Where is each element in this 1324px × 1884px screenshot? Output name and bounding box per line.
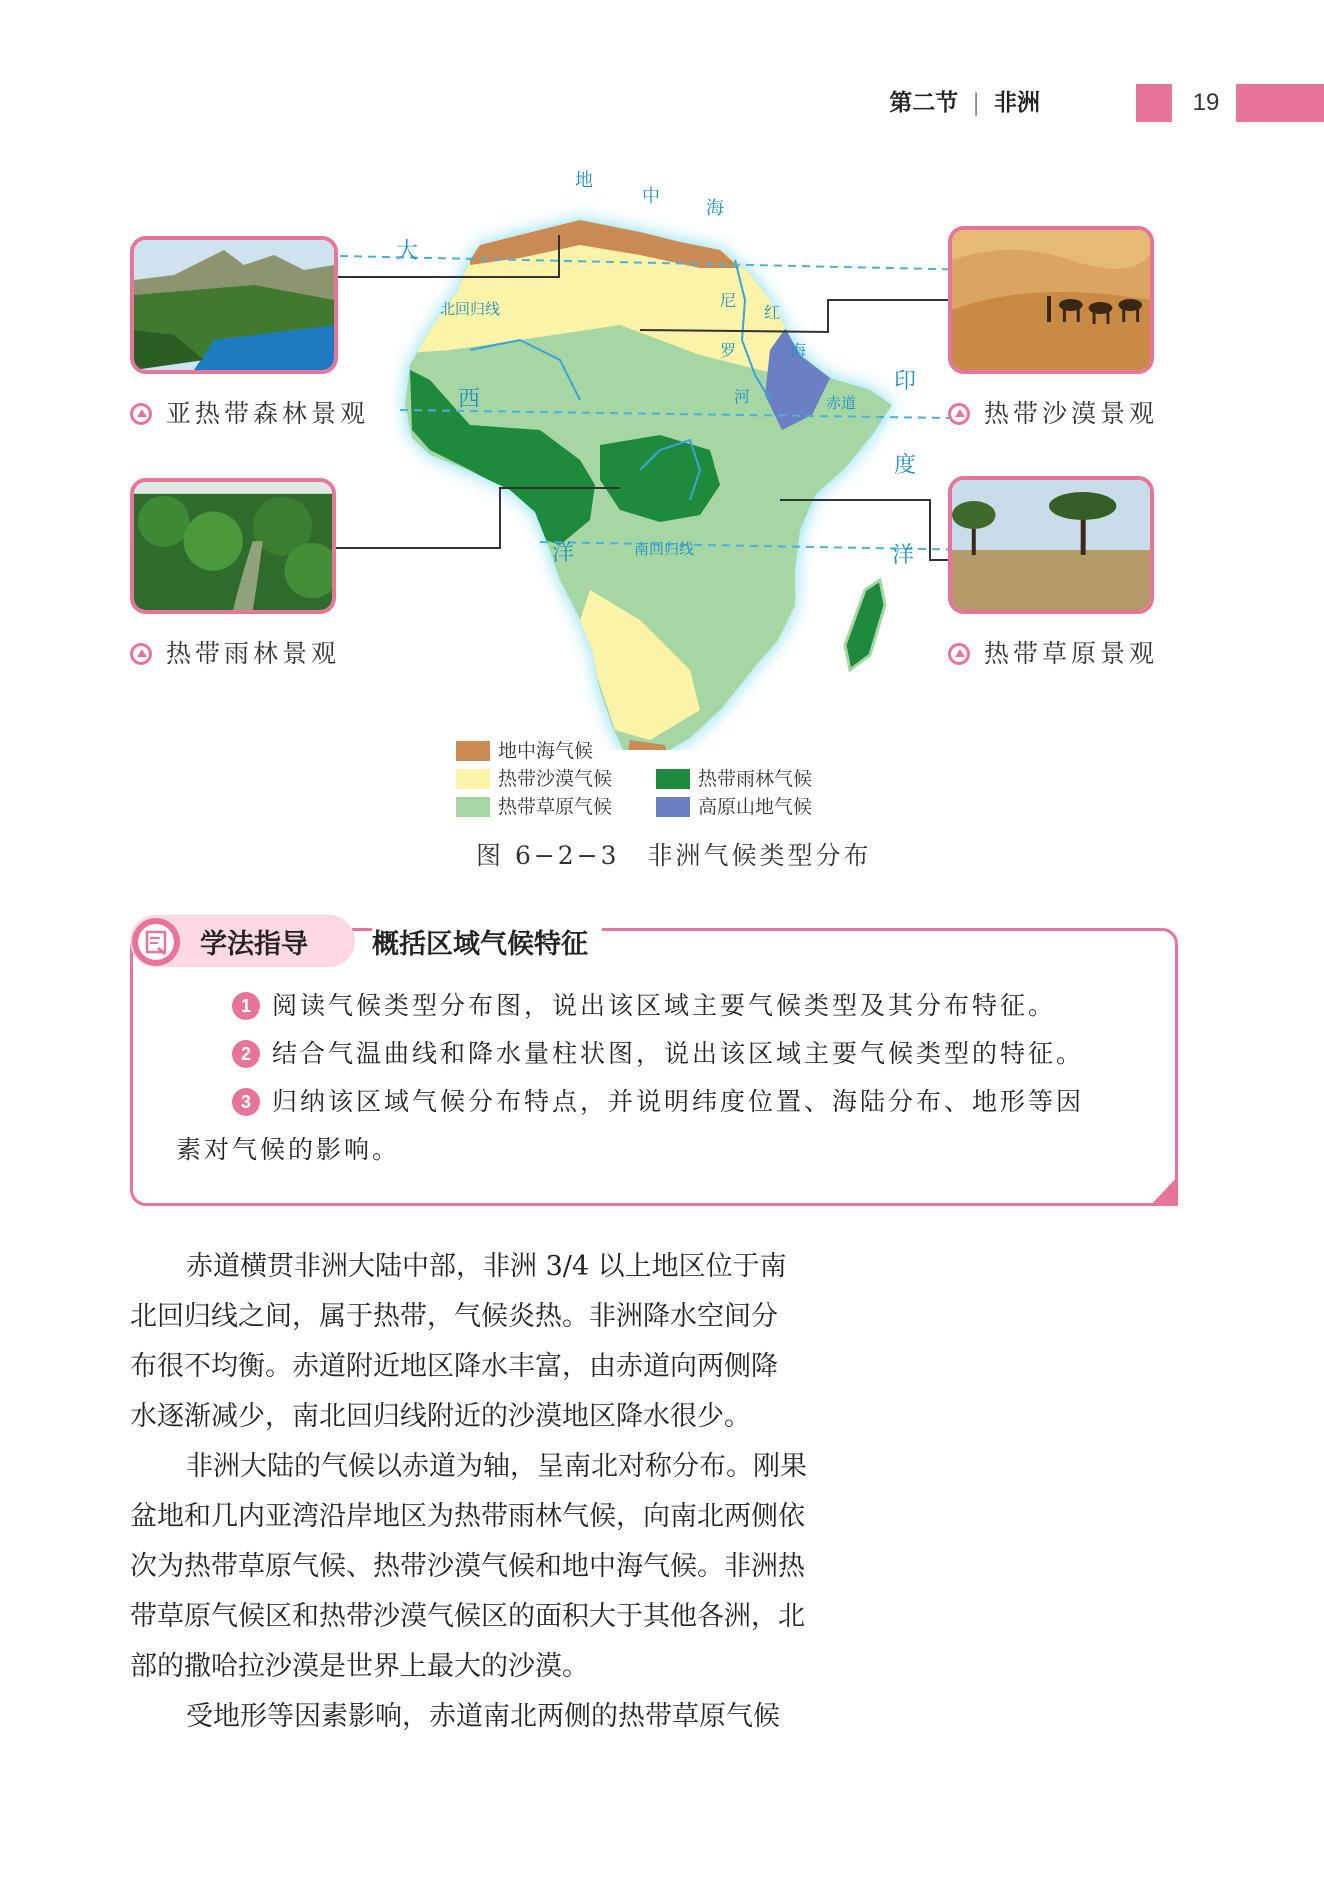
label-du: 度 (894, 453, 917, 478)
study-item-text: 结合气温曲线和降水量柱状图，说出该区域主要气候类型的特征。 (272, 1039, 1085, 1068)
running-header (889, 84, 1040, 117)
text-line: 受地形等因素影响，赤道南北两侧的热带草原气候 (186, 1701, 780, 1732)
study-guide-title: 概括区域气候特征 (372, 922, 602, 961)
label-zhong: 中 (642, 186, 660, 207)
label-hai: 海 (706, 198, 724, 219)
caption-text: 热带雨林景观 (166, 639, 341, 668)
label-di: 地 (575, 170, 593, 191)
item-number-badge: 2 (232, 1040, 260, 1068)
caption-tropical-rainforest (130, 634, 340, 670)
body-paragraph-2 (130, 1442, 850, 1692)
item-number-badge: 3 (232, 1088, 260, 1116)
study-item-text: 阅读气候类型分布图，说出该区域主要气候类型及其分布特征。 (272, 991, 1057, 1020)
legend-label: 热带草原气候 (498, 796, 613, 818)
legend-swatch-tropical-desert (456, 769, 490, 789)
legend-tropical-desert (456, 764, 612, 791)
legend-mediterranean (456, 736, 593, 763)
label-yin: 印 (894, 369, 917, 394)
header-separator: | (972, 90, 980, 116)
study-item-2 (232, 1034, 1084, 1070)
text-line: 北回归线之间，属于热带，气候炎热。非洲降水空间分 (130, 1301, 778, 1332)
legend-highland (656, 792, 812, 819)
caption-text: 热带沙漠景观 (984, 399, 1159, 428)
header-accent-bar (1136, 84, 1172, 122)
label-da: 大 (396, 239, 419, 264)
legend-label: 高原山地气候 (698, 796, 813, 818)
item-number-badge: 1 (232, 992, 260, 1020)
photo-tropical-desert (948, 226, 1154, 374)
triangle-bullet-icon (948, 643, 970, 665)
legend-swatch-tropical-savanna (456, 797, 490, 817)
figure-caption: 图 6−2−3 非洲气候类型分布 (476, 841, 872, 870)
body-paragraph-3 (130, 1692, 850, 1742)
label-hai2: 海 (790, 341, 807, 360)
label-he: 河 (734, 387, 751, 406)
legend-swatch-mediterranean (456, 741, 490, 761)
header-accent-bar-right (1236, 84, 1324, 122)
study-box-corner-fold (1150, 1176, 1178, 1206)
text-line: 部的撒哈拉沙漠是世界上最大的沙漠。 (130, 1651, 589, 1682)
label-luo: 罗 (720, 341, 737, 360)
photo-subtropical-forest (130, 236, 338, 374)
legend-swatch-highland (656, 797, 690, 817)
study-item-3 (232, 1082, 1084, 1118)
chapter-label: 非洲 (994, 90, 1040, 116)
climate-zones (380, 200, 940, 750)
label-tropic-of-cancer: 北回归线 (440, 300, 501, 318)
text-line: 布很不均衡。赤道附近地区降水丰富，由赤道向两侧降 (130, 1351, 778, 1382)
study-guide-label: 学法指导 (200, 929, 308, 960)
text-line: 次为热带草原气候、热带沙漠气候和地中海气候。非洲热 (130, 1551, 805, 1582)
study-item-1 (232, 986, 1056, 1022)
body-paragraph-1 (130, 1242, 850, 1442)
label-hong: 红 (764, 303, 781, 322)
label-yang-east: 洋 (892, 543, 915, 568)
legend-label: 地中海气候 (498, 740, 594, 762)
legend-swatch-tropical-rainforest (656, 769, 690, 789)
legend-label: 热带雨林气候 (698, 768, 813, 790)
caption-text: 热带草原景观 (984, 639, 1159, 668)
photo-tropical-rainforest (130, 478, 336, 614)
label-xi: 西 (458, 387, 481, 412)
madagascar (845, 580, 885, 670)
triangle-bullet-icon (130, 403, 152, 425)
label-ni: 尼 (720, 291, 737, 310)
text-line: 水逐渐减少，南北回归线附近的沙漠地区降水很少。 (130, 1401, 751, 1432)
caption-tropical-desert (948, 394, 1158, 430)
section-label: 第二节 (889, 90, 959, 116)
text-line: 赤道横贯非洲大陆中部，非洲 3/4 以上地区位于南 (186, 1251, 787, 1282)
caption-tropical-savanna (948, 634, 1158, 670)
study-item-3-continued: 素对气候的影响。 (176, 1135, 401, 1164)
caption-text: 亚热带森林景观 (166, 399, 370, 428)
text-line: 非洲大陆的气候以赤道为轴，呈南北对称分布。刚果 (186, 1451, 807, 1482)
label-yang-west: 洋 (552, 541, 575, 566)
triangle-bullet-icon (948, 403, 970, 425)
label-tropic-of-capricorn: 南回归线 (634, 540, 695, 558)
legend-tropical-rainforest (656, 764, 812, 791)
label-equator: 赤道 (826, 394, 857, 412)
legend-tropical-savanna (456, 792, 612, 819)
photo-tropical-savanna (948, 476, 1154, 614)
caption-subtropical-forest (130, 394, 369, 430)
text-line: 盆地和几内亚湾沿岸地区为热带雨林气候，向南北两侧依 (130, 1501, 805, 1532)
study-item-text: 归纳该区域气候分布特点，并说明纬度位置、海陆分布、地形等因 (272, 1087, 1085, 1116)
triangle-bullet-icon (130, 643, 152, 665)
legend-label: 热带沙漠气候 (498, 768, 613, 790)
page-number: 19 (1176, 84, 1236, 122)
study-guide-icon (132, 918, 180, 966)
text-line: 带草原气候区和热带沙漠气候区的面积大于其他各洲，北 (130, 1601, 805, 1632)
